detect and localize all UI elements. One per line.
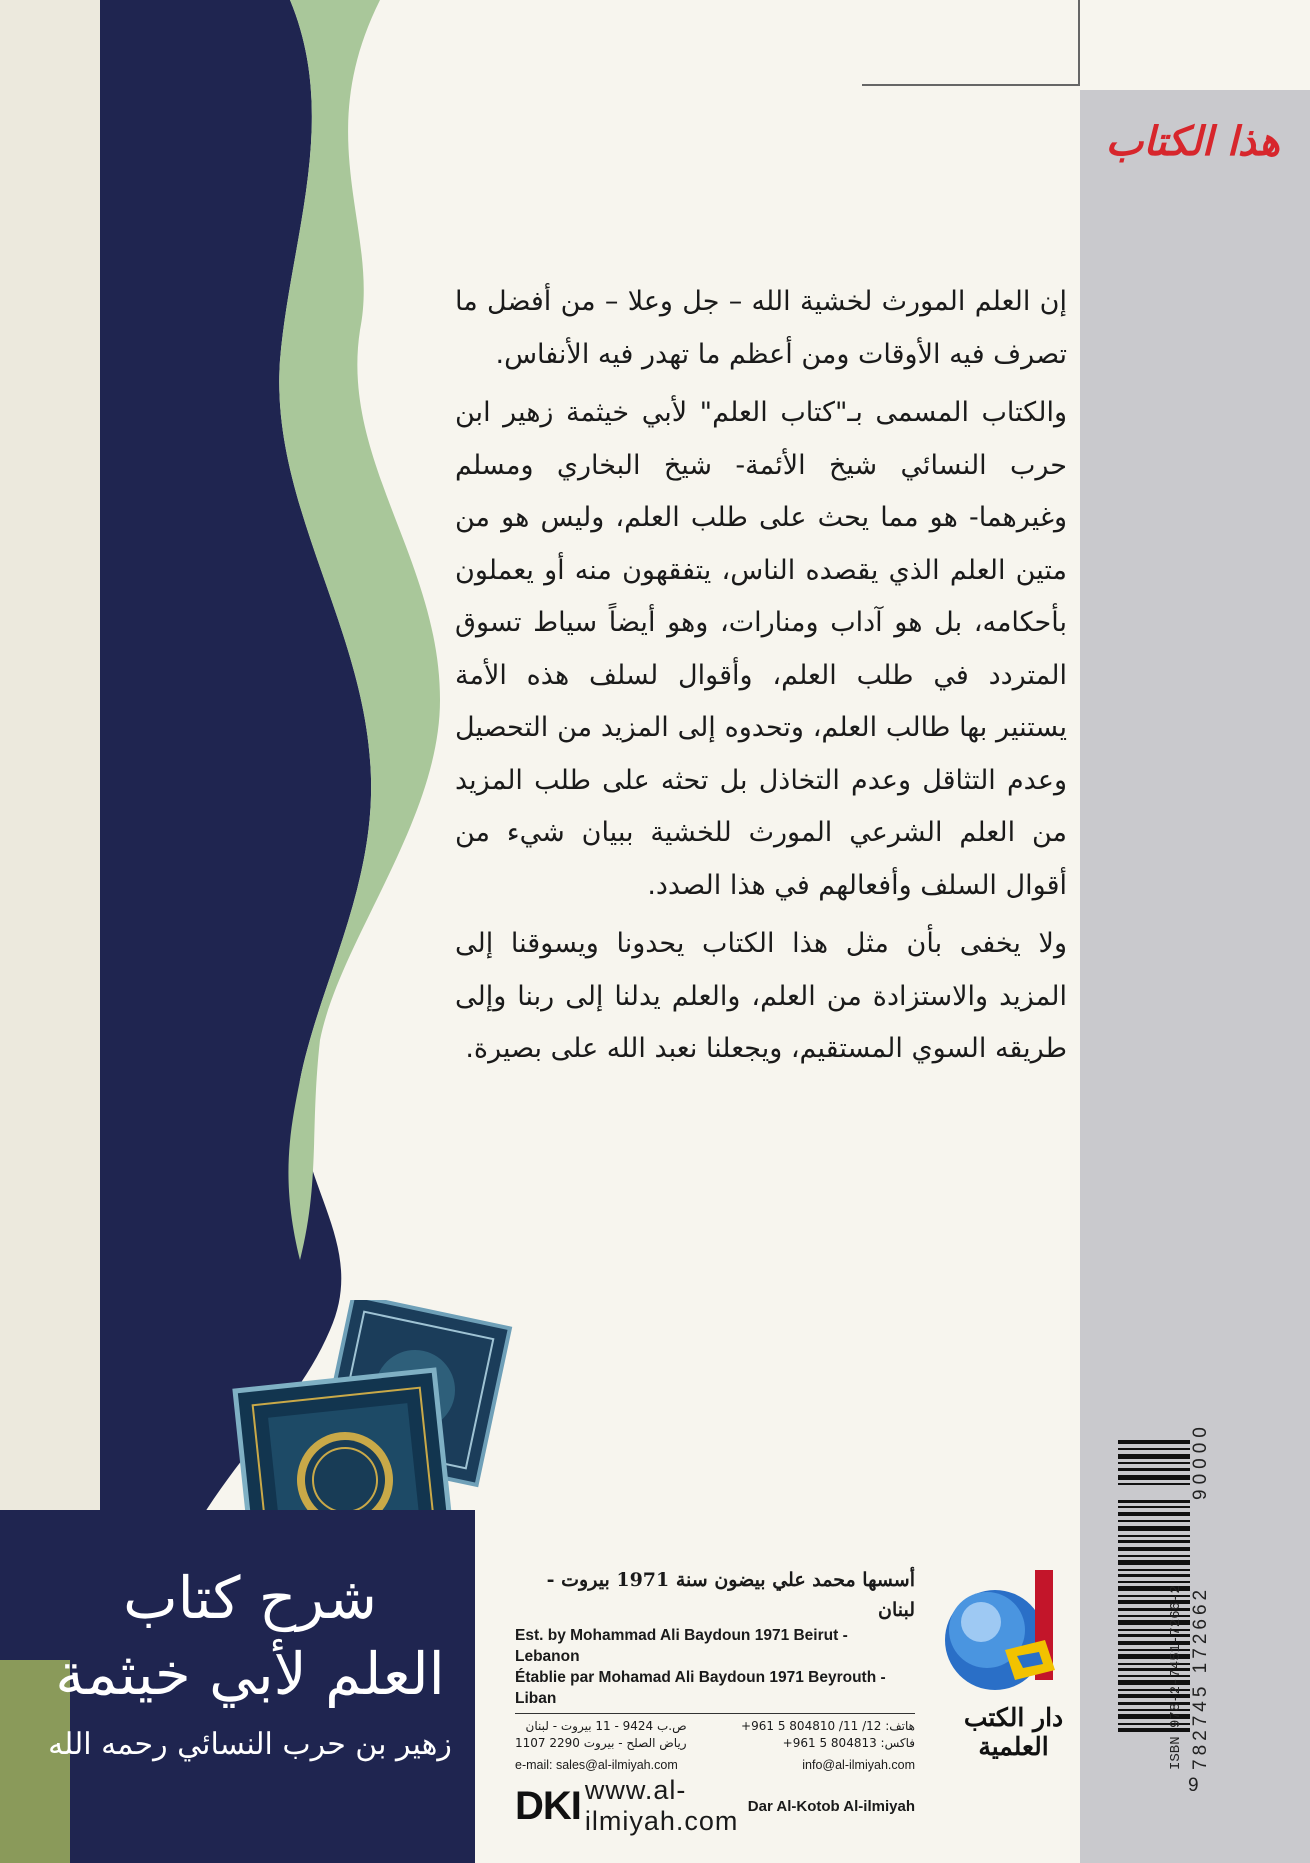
phone-text: هاتف: 12/ 11/ 804810 5 961+ — [741, 1719, 915, 1733]
sales-email: e-mail: sales@al-ilmiyah.com — [515, 1758, 678, 1772]
contact-details — [515, 1718, 915, 1752]
dki-logo: DKI — [515, 1784, 581, 1828]
publisher-name-arabic: دار الكتب العلمية — [963, 1703, 1064, 1761]
website-url: www.al-ilmiyah.com — [584, 1775, 739, 1836]
riad-text: رياض الصلح - بيروت 2290 1107 — [515, 1736, 687, 1750]
book-author: زهير بن حرب النسائي رحمه الله — [48, 1727, 452, 1762]
email-row — [515, 1758, 915, 1772]
blurb-text — [455, 276, 1067, 1082]
publisher-info — [515, 1565, 915, 1837]
isbn-text: ISBN 978-2-7451-7266-2 — [1168, 1585, 1184, 1770]
po-box-text: ص.ب 9424 - 11 بيروت - لبنان — [525, 1719, 687, 1733]
barcode-digits: 782745 172662 — [1190, 1585, 1211, 1770]
publisher-name-english: Dar Al-Kotob Al-ilmiyah — [747, 1797, 915, 1815]
blurb-paragraph: ولا يخفى بأن مثل هذا الكتاب يحدونا ويسوقنا إلى المزيد والاستزادة من العلم، والعلم يدلنا إلى ربنا وإلى طريقه السوي المستقيم، ويجعلنا نعبد الله على بصيرة. — [455, 928, 1067, 1064]
section-title: هذا الكتاب — [1105, 118, 1280, 165]
website-row — [515, 1775, 915, 1837]
divider — [515, 1713, 915, 1714]
book-title — [40, 1560, 460, 1772]
barcode-addon: 90000 — [1190, 1422, 1211, 1500]
publisher-est-english: Est. by Mohammad Ali Baydoun 1971 Beirut - Lebanon — [515, 1627, 848, 1665]
book-title-line: العلم لأبي خيثمة — [55, 1640, 445, 1708]
info-email: info@al-ilmiyah.com — [802, 1758, 915, 1772]
publisher-globe-logo — [935, 1560, 1085, 1710]
fax-text: فاكس: 804813 5 961+ — [782, 1736, 915, 1750]
publisher-est-arabic: أسسها محمد علي بيضون سنة 1971 بيروت - لبنان — [546, 1569, 915, 1621]
barcode-lead-digit: 9 — [1188, 1775, 1199, 1796]
blurb-paragraph: إن العلم المورث لخشية الله – جل وعلا – من أفضل ما تصرف فيه الأوقات ومن أعظم ما تهدر فيه الأنفاس. — [455, 286, 1067, 370]
blurb-paragraph: والكتاب المسمى بـ"كتاب العلم" لأبي خيثمة زهير ابن حرب النسائي شيخ الأئمة- شيخ البخاري ومسلم وغيرهما- هو مما يحث على طلب العلم، وليس هو من متين العلم الذي يقصده الناس، يتفقهون منه أو يعملون بأحكامه، بل هو آداب ومنارات، وهو أيضاً سياط تسوق المتردد في طلب العلم، وأقوال لسلف هذه الأمة يستنير بها طالب العلم، وتحدوه إلى المزيد من التحصيل وعدم التثاقل وعدم التخاذل بل تحثه على طلب المزيد من العلم الشرعي المورث للخشية ببيان شيء من أقوال السلف وأفعالهم في هذا الصدد. — [455, 397, 1067, 901]
corner-crop-mark — [862, 0, 1080, 86]
book-title-line: شرح كتاب — [123, 1564, 377, 1632]
publisher-est-french: Établie par Mohamad Ali Baydoun 1971 Beyrouth - Liban — [515, 1669, 886, 1707]
